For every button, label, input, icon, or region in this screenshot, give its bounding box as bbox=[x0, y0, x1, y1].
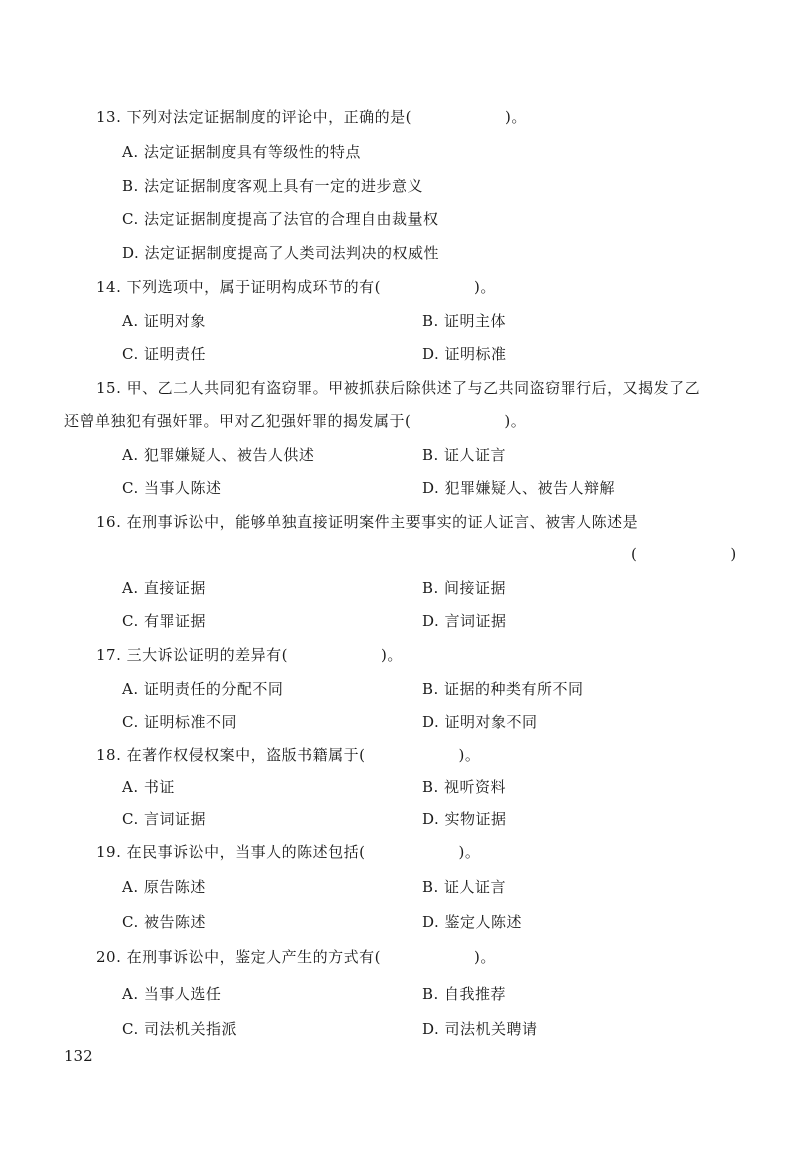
question-19-stem: 19. 在民事诉讼中，当事人的陈述包括( )。 bbox=[96, 843, 481, 861]
question-15-option-b: B. 证人证言 bbox=[422, 446, 507, 464]
question-16-option-c: C. 有罪证据 bbox=[122, 612, 206, 630]
question-13-option-a: A. 法定证据制度具有等级性的特点 bbox=[122, 143, 361, 161]
question-14-option-b: B. 证明主体 bbox=[422, 312, 507, 330]
question-15-option-a: A. 犯罪嫌疑人、被告人供述 bbox=[122, 446, 315, 464]
question-17-option-c: C. 证明标准不同 bbox=[122, 713, 237, 731]
question-20-option-d: D. 司法机关聘请 bbox=[422, 1020, 538, 1038]
question-16-stem: 16. 在刑事诉讼中，能够单独直接证明案件主要事实的证人证言、被害人陈述是 bbox=[96, 513, 639, 531]
question-20-option-a: A. 当事人选任 bbox=[122, 985, 222, 1003]
question-20-option-c: C. 司法机关指派 bbox=[122, 1020, 237, 1038]
question-13-option-b: B. 法定证据制度客观上具有一定的进步意义 bbox=[122, 177, 424, 195]
page-number: 132 bbox=[64, 1047, 93, 1065]
question-16-option-d: D. 言词证据 bbox=[422, 612, 507, 630]
question-18-stem: 18. 在著作权侵权案中，盗版书籍属于( )。 bbox=[96, 746, 481, 764]
question-20-option-b: B. 自我推荐 bbox=[422, 985, 507, 1003]
question-18-option-a: A. 书证 bbox=[122, 778, 175, 796]
question-17-option-b: B. 证据的种类有所不同 bbox=[422, 680, 584, 698]
question-14-option-d: D. 证明标准 bbox=[422, 345, 507, 363]
question-17-stem: 17. 三大诉讼证明的差异有( )。 bbox=[96, 646, 403, 664]
question-15-option-d: D. 犯罪嫌疑人、被告人辩解 bbox=[422, 479, 616, 497]
question-20-stem: 20. 在刑事诉讼中，鉴定人产生的方式有( )。 bbox=[96, 948, 496, 966]
question-16-answer-blank: ( ) bbox=[631, 545, 737, 563]
question-13-stem: 13. 下列对法定证据制度的评论中，正确的是( )。 bbox=[96, 108, 527, 126]
question-19-option-c: C. 被告陈述 bbox=[122, 913, 206, 931]
question-14-option-c: C. 证明责任 bbox=[122, 345, 206, 363]
question-18-option-c: C. 言词证据 bbox=[122, 810, 206, 828]
question-19-option-b: B. 证人证言 bbox=[422, 878, 507, 896]
question-14-option-a: A. 证明对象 bbox=[122, 312, 206, 330]
question-19-option-a: A. 原告陈述 bbox=[122, 878, 206, 896]
question-19-option-d: D. 鉴定人陈述 bbox=[422, 913, 523, 931]
question-14-stem: 14. 下列选项中，属于证明构成环节的有( )。 bbox=[96, 278, 496, 296]
question-17-option-d: D. 证明对象不同 bbox=[422, 713, 538, 731]
question-13-option-d: D. 法定证据制度提高了人类司法判决的权威性 bbox=[122, 244, 440, 262]
question-15-stem-line2: 还曾单独犯有强奸罪。甲对乙犯强奸罪的揭发属于( )。 bbox=[64, 412, 527, 430]
question-18-option-b: B. 视听资料 bbox=[422, 778, 507, 796]
question-16-option-a: A. 直接证据 bbox=[122, 579, 206, 597]
question-17-option-a: A. 证明责任的分配不同 bbox=[122, 680, 284, 698]
question-15-option-c: C. 当事人陈述 bbox=[122, 479, 222, 497]
question-18-option-d: D. 实物证据 bbox=[422, 810, 507, 828]
question-16-option-b: B. 间接证据 bbox=[422, 579, 507, 597]
question-15-stem-line1: 15. 甲、乙二人共同犯有盗窃罪。甲被抓获后除供述了与乙共同盗窃罪行后，又揭发了乙 bbox=[96, 379, 701, 397]
question-13-option-c: C. 法定证据制度提高了法官的合理自由裁量权 bbox=[122, 210, 439, 228]
